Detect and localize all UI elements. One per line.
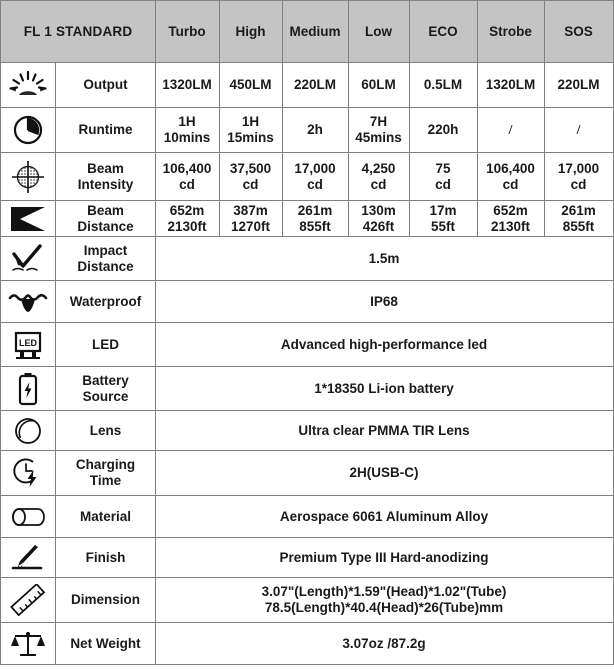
row-label-finish: Finish (56, 538, 155, 578)
charging-clock-bolt-icon-cell (1, 451, 56, 496)
row-label-led: LED (56, 323, 155, 367)
header-mode-medium: Medium (282, 1, 348, 63)
cylinder-material-icon (6, 500, 50, 534)
header-mode-eco: ECO (409, 1, 477, 63)
table-row-dimension (1, 578, 613, 623)
cell-led-value: Advanced high-performance led (155, 323, 613, 367)
row-label-charging-time: Charging Time (56, 451, 155, 496)
table-row-waterproof (1, 281, 613, 323)
balance-scale-icon-cell (1, 623, 56, 665)
table-row-finish (1, 538, 613, 578)
table-row-beam-intensity (1, 153, 613, 201)
row-label-battery-source: Battery Source (56, 367, 155, 411)
ruler-icon-cell (1, 578, 56, 623)
cell-beam-intensity-medium: 17,000 cd (282, 153, 348, 201)
table-row-material (1, 496, 613, 538)
cell-output-low: 60LM (348, 63, 409, 108)
impact-check-icon (6, 242, 50, 276)
lens-circle-icon-cell (1, 411, 56, 451)
led-chip-icon (6, 328, 50, 362)
table-row-net-weight (1, 623, 613, 665)
cell-runtime-eco: 220h (409, 108, 477, 153)
beam-distance-cone-icon-cell (1, 201, 56, 237)
cell-material-value: Aerospace 6061 Aluminum Alloy (155, 496, 613, 538)
beam-distance-cone-icon (6, 202, 50, 236)
waterproof-droplet-icon-cell (1, 281, 56, 323)
row-label-net-weight: Net Weight (56, 623, 155, 665)
header-mode-sos: SOS (544, 1, 613, 63)
waterproof-droplet-icon (6, 285, 50, 319)
balance-scale-icon (6, 627, 50, 661)
header-mode-low: Low (348, 1, 409, 63)
table-row-charging-time (1, 451, 613, 496)
cell-beam-distance-strobe: 652m 2130ft (477, 201, 544, 237)
row-label-runtime: Runtime (56, 108, 155, 153)
finish-brush-icon (6, 541, 50, 575)
table-row-output (1, 63, 613, 108)
cell-beam-distance-low: 130m 426ft (348, 201, 409, 237)
row-label-impact-distance: Impact Distance (56, 237, 155, 281)
ruler-icon (6, 583, 50, 617)
clock-icon (6, 113, 50, 147)
header-mode-strobe: Strobe (477, 1, 544, 63)
cell-beam-distance-eco: 17m 55ft (409, 201, 477, 237)
cell-beam-intensity-low: 4,250 cd (348, 153, 409, 201)
finish-brush-icon-cell (1, 538, 56, 578)
cell-waterproof-value: IP68 (155, 281, 613, 323)
charging-clock-bolt-icon (6, 456, 50, 490)
cell-finish-value: Premium Type III Hard-anodizing (155, 538, 613, 578)
cell-runtime-turbo: 1H 10mins (155, 108, 219, 153)
light-burst-icon (6, 68, 50, 102)
led-chip-icon-cell (1, 323, 56, 367)
cell-net-weight-value: 3.07oz /87.2g (155, 623, 613, 665)
clock-icon-cell (1, 108, 56, 153)
cell-runtime-sos: / (544, 108, 613, 153)
header-title: FL 1 STANDARD (1, 1, 155, 63)
cell-output-eco: 0.5LM (409, 63, 477, 108)
cell-beam-intensity-strobe: 106,400 cd (477, 153, 544, 201)
cell-beam-distance-high: 387m 1270ft (219, 201, 282, 237)
cell-charging-time-value: 2H(USB-C) (155, 451, 613, 496)
row-label-beam-distance: Beam Distance (56, 201, 155, 237)
cell-runtime-strobe: / (477, 108, 544, 153)
row-label-dimension: Dimension (56, 578, 155, 623)
header-mode-high: High (219, 1, 282, 63)
svg-text:LED: LED (19, 337, 38, 348)
cell-beam-intensity-eco: 75 cd (409, 153, 477, 201)
table-row-beam-distance (1, 201, 613, 237)
beam-intensity-target-icon-cell (1, 153, 56, 201)
cell-beam-distance-medium: 261m 855ft (282, 201, 348, 237)
cell-runtime-high: 1H 15mins (219, 108, 282, 153)
battery-icon (6, 372, 50, 406)
cell-runtime-low: 7H 45mins (348, 108, 409, 153)
cell-output-medium: 220LM (282, 63, 348, 108)
cell-output-turbo: 1320LM (155, 63, 219, 108)
cell-beam-intensity-high: 37,500 cd (219, 153, 282, 201)
cell-impact-distance-value: 1.5m (155, 237, 613, 281)
row-label-material: Material (56, 496, 155, 538)
row-label-beam-intensity: Beam Intensity (56, 153, 155, 201)
cell-beam-intensity-sos: 17,000 cd (544, 153, 613, 201)
lens-circle-icon (6, 414, 50, 448)
row-label-lens: Lens (56, 411, 155, 451)
light-burst-icon-cell (1, 63, 56, 108)
cell-dimension-value: 3.07"(Length)*1.59"(Head)*1.02"(Tube) 78.5(Length)*40.4(Head)*26(Tube)mm (155, 578, 613, 623)
table-row-led (1, 323, 613, 367)
battery-icon-cell (1, 367, 56, 411)
cell-beam-distance-turbo: 652m 2130ft (155, 201, 219, 237)
cell-runtime-medium: 2h (282, 108, 348, 153)
cell-output-sos: 220LM (544, 63, 613, 108)
table-row-battery-source (1, 367, 613, 411)
cell-lens-value: Ultra clear PMMA TIR Lens (155, 411, 613, 451)
table-row-lens (1, 411, 613, 451)
cylinder-material-icon-cell (1, 496, 56, 538)
cell-battery-source-value: 1*18350 Li-ion battery (155, 367, 613, 411)
cell-output-high: 450LM (219, 63, 282, 108)
row-label-waterproof: Waterproof (56, 281, 155, 323)
row-label-output: Output (56, 63, 155, 108)
header-mode-turbo: Turbo (155, 1, 219, 63)
table-row-impact-distance (1, 237, 613, 281)
table-row-runtime (1, 108, 613, 153)
beam-intensity-target-icon (6, 160, 50, 194)
cell-output-strobe: 1320LM (477, 63, 544, 108)
table-header-row (1, 1, 613, 63)
impact-check-icon-cell (1, 237, 56, 281)
cell-beam-intensity-turbo: 106,400 cd (155, 153, 219, 201)
cell-beam-distance-sos: 261m 855ft (544, 201, 613, 237)
